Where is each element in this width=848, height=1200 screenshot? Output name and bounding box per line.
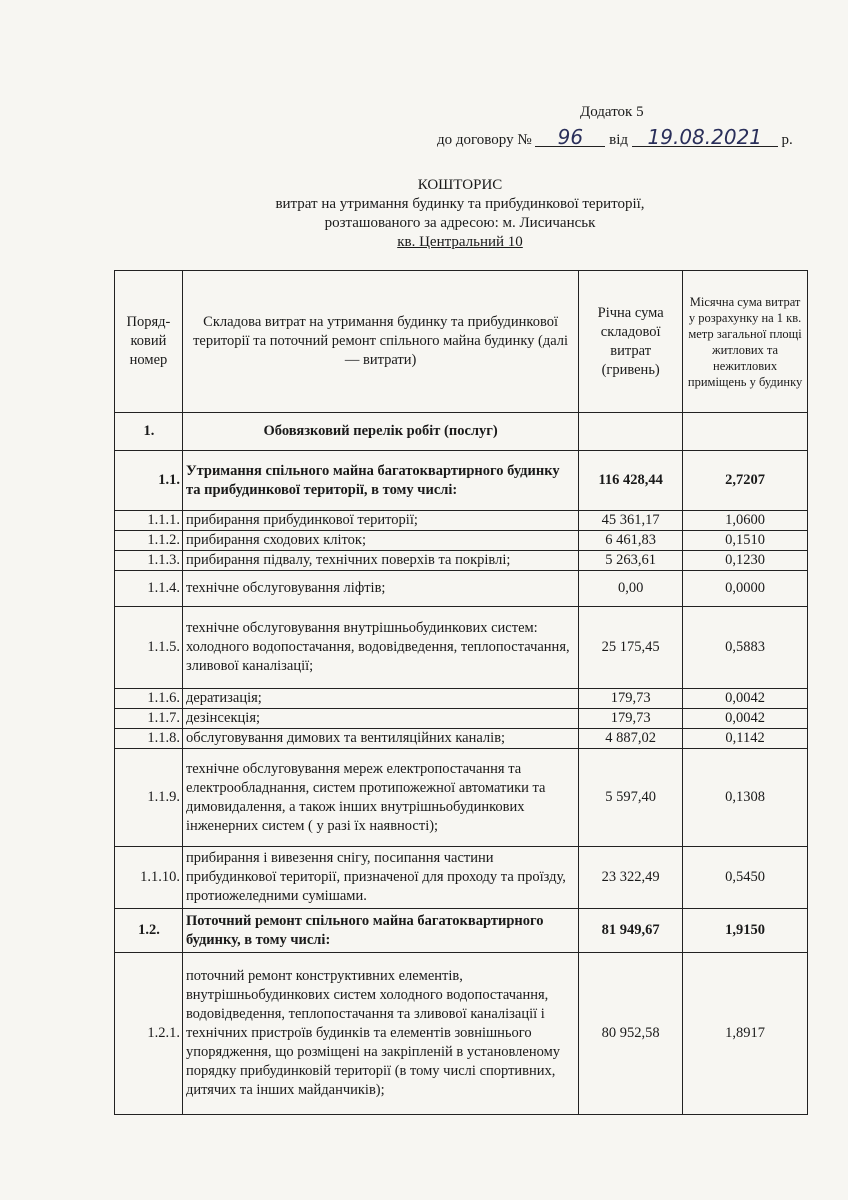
title-line-1: КОШТОРИС: [417, 177, 503, 193]
contract-prefix: до договору №: [437, 132, 532, 148]
row-annual-sum: 4 887,02: [579, 729, 683, 749]
row-item-name: прибирання і вивезення снігу, посипання частини прибудинкової території, призначеної для проходу та проїзду, протиожеледними сумішами.: [182, 847, 578, 909]
row-item-name: технічне обслуговування мереж електропостачання та електрообладнання, систем протипожежної автоматики та димовидалення, а також інших внутрішньобудинкових інженерних систем ( у разі їх наявності);: [182, 749, 578, 847]
row-number: 1.1.3.: [115, 551, 183, 571]
row-item-name: Обовязковий перелік робіт (послуг): [182, 413, 578, 451]
row-item-name: Поточний ремонт спільного майна багатоквартирного будинку, в тому числі:: [182, 909, 578, 953]
row-monthly-sum: 1,8917: [683, 953, 808, 1115]
table-row: [115, 709, 808, 729]
row-item-name: поточний ремонт конструктивних елементів, внутрішньобудинкових систем холодного водопостачання, водовідведення, теплопостачання та зливової каналізації і технічних пристроїв будинків та елементів зовнішнього упорядження, що розміщені на закріпленій в установленому порядку прибудинковій території (в тому числі спортивних, дитячих та інших майданчиків);: [182, 953, 578, 1115]
table-header-row: [115, 271, 808, 413]
table-row: [115, 749, 808, 847]
row-monthly-sum: 0,0042: [683, 709, 808, 729]
row-annual-sum: 25 175,45: [579, 607, 683, 689]
title-line-2: витрат на утримання будинку та прибудинкової території,: [275, 196, 645, 212]
row-monthly-sum: 0,1510: [683, 531, 808, 551]
date-suffix: р.: [781, 132, 793, 148]
row-monthly-sum: 0,5883: [683, 607, 808, 689]
row-annual-sum: 0,00: [579, 571, 683, 607]
row-item-name: обслуговування димових та вентиляційних каналів;: [182, 729, 578, 749]
table-row: [115, 413, 808, 451]
row-number: 1.1.7.: [115, 709, 183, 729]
row-item-name: технічне обслуговування внутрішньобудинкових систем: холодного водопостачання, водовідведення, теплопостачання, зливової каналізації;: [182, 607, 578, 689]
row-number: 1.1.1.: [115, 511, 183, 531]
row-number: 1.1.10.: [115, 847, 183, 909]
addendum-label: Додаток 5: [580, 104, 644, 120]
document-title: [230, 176, 690, 252]
row-monthly-sum: 0,1230: [683, 551, 808, 571]
title-address: кв. Центральний 10: [397, 234, 523, 250]
contract-date: 19.08.2021: [632, 128, 778, 147]
contract-number: 96: [535, 128, 605, 147]
row-annual-sum: 80 952,58: [579, 953, 683, 1115]
header-monthly: Місячна сума витрат у розрахунку на 1 кв. метр загальної площі житлових та нежитлових приміщень у будинку: [683, 271, 808, 413]
row-annual-sum: 6 461,83: [579, 531, 683, 551]
table-row: [115, 689, 808, 709]
row-number: 1.1.8.: [115, 729, 183, 749]
row-number: 1.2.: [115, 909, 183, 953]
row-annual-sum: 23 322,49: [579, 847, 683, 909]
row-number: 1.1.5.: [115, 607, 183, 689]
row-annual-sum: 5 597,40: [579, 749, 683, 847]
row-item-name: технічне обслуговування ліфтів;: [182, 571, 578, 607]
row-number: 1.1.: [115, 451, 183, 511]
table-body: [115, 413, 808, 1115]
row-number: 1.: [115, 413, 183, 451]
row-number: 1.1.4.: [115, 571, 183, 607]
row-annual-sum: 45 361,17: [579, 511, 683, 531]
row-item-name: прибирання прибудинкової території;: [182, 511, 578, 531]
row-monthly-sum: 0,0000: [683, 571, 808, 607]
row-annual-sum: [579, 413, 683, 451]
row-monthly-sum: 1,0600: [683, 511, 808, 531]
row-item-name: прибирання підвалу, технічних поверхів та покрівлі;: [182, 551, 578, 571]
table-row: [115, 551, 808, 571]
row-monthly-sum: 1,9150: [683, 909, 808, 953]
table-row: [115, 511, 808, 531]
cost-estimate-table: [114, 270, 808, 1115]
header-annual: Річна сума складової витрат (гривень): [579, 271, 683, 413]
date-prefix: від: [609, 132, 629, 148]
table-row: [115, 953, 808, 1115]
row-annual-sum: 179,73: [579, 689, 683, 709]
row-annual-sum: 179,73: [579, 709, 683, 729]
row-annual-sum: 5 263,61: [579, 551, 683, 571]
row-number: 1.1.9.: [115, 749, 183, 847]
row-monthly-sum: 0,5450: [683, 847, 808, 909]
row-monthly-sum: 0,1142: [683, 729, 808, 749]
header-number: Поряд-ковий номер: [115, 271, 183, 413]
row-monthly-sum: 0,1308: [683, 749, 808, 847]
row-item-name: прибирання сходових кліток;: [182, 531, 578, 551]
row-item-name: дератизація;: [182, 689, 578, 709]
table-row: [115, 531, 808, 551]
table-row: [115, 847, 808, 909]
header-item: Складова витрат на утримання будинку та прибудинкової території та поточний ремонт спільного майна будинку (далі — витрати): [182, 271, 578, 413]
contract-reference: [437, 125, 793, 149]
table-row: [115, 571, 808, 607]
title-line-3: розташованого за адресою: м. Лисичанськ: [324, 215, 596, 231]
row-number: 1.1.2.: [115, 531, 183, 551]
row-number: 1.1.6.: [115, 689, 183, 709]
table-row: [115, 909, 808, 953]
table-row: [115, 607, 808, 689]
row-number: 1.2.1.: [115, 953, 183, 1115]
row-monthly-sum: 0,0042: [683, 689, 808, 709]
table-row: [115, 451, 808, 511]
row-monthly-sum: [683, 413, 808, 451]
table-row: [115, 729, 808, 749]
row-annual-sum: 81 949,67: [579, 909, 683, 953]
row-item-name: Утримання спільного майна багатоквартирного будинку та прибудинкової території, в тому числі:: [182, 451, 578, 511]
row-item-name: дезінсекція;: [182, 709, 578, 729]
row-annual-sum: 116 428,44: [579, 451, 683, 511]
row-monthly-sum: 2,7207: [683, 451, 808, 511]
